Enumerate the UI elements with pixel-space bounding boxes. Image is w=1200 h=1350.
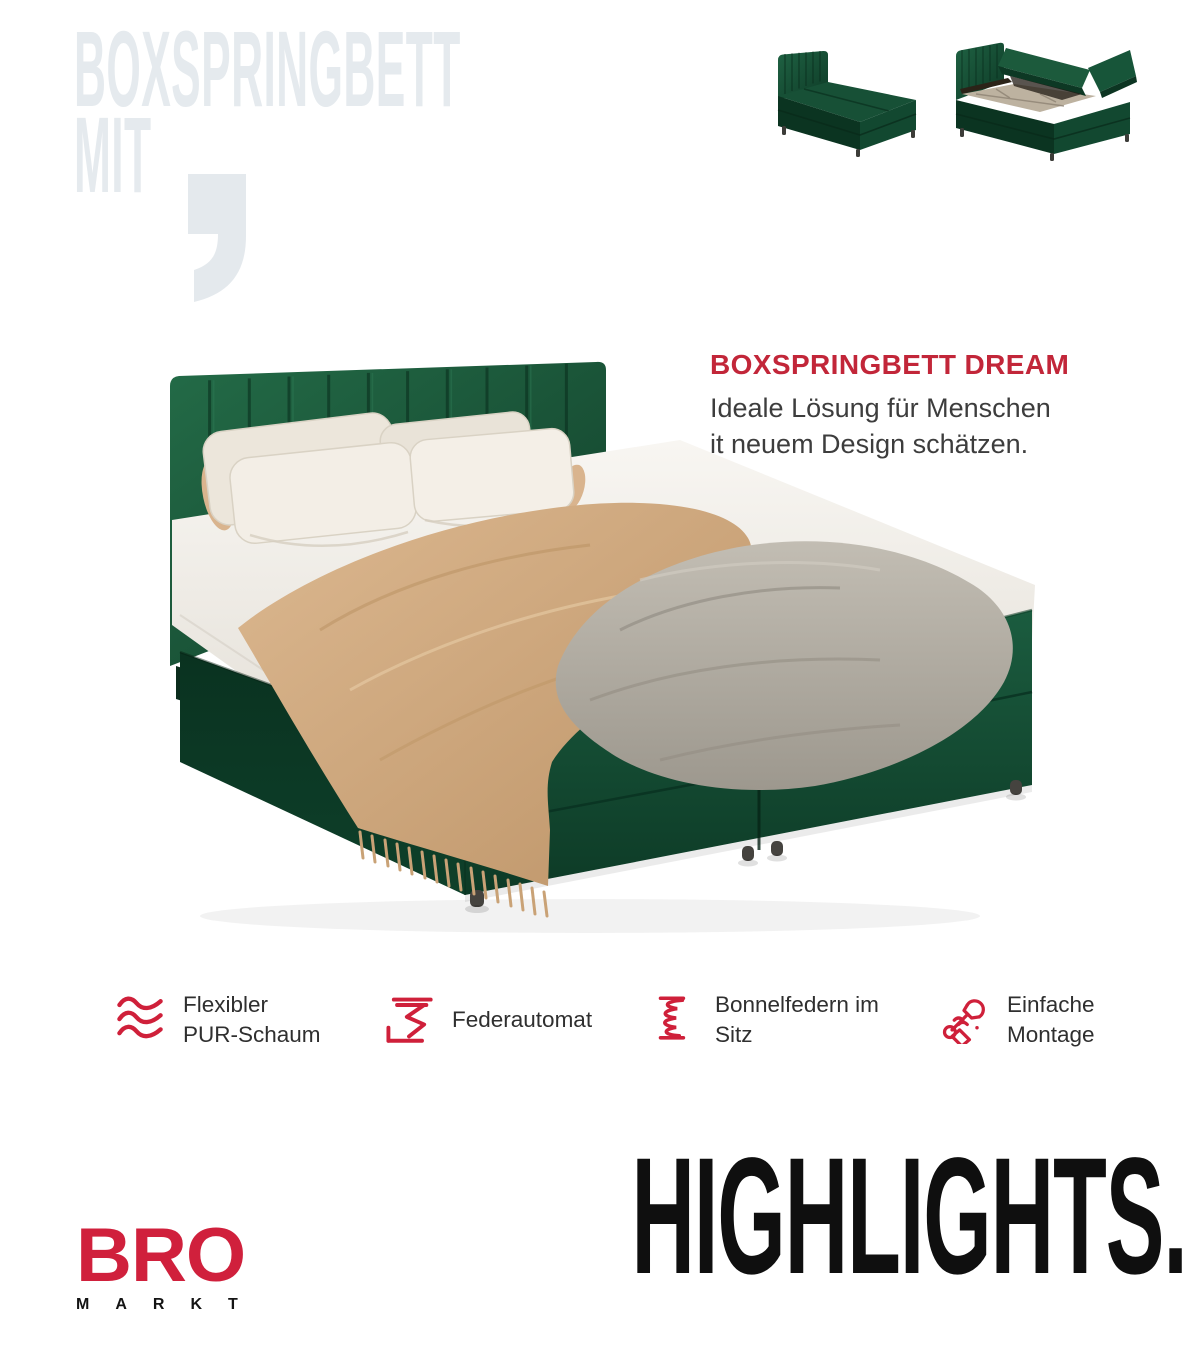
product-text-block bbox=[710, 349, 1070, 462]
feature-item-pur-foam bbox=[114, 986, 321, 1054]
watermark-title bbox=[74, 8, 461, 216]
hand-wrench-icon bbox=[938, 992, 990, 1049]
feature-label: Bonnelfedern im Sitz bbox=[715, 992, 879, 1047]
thumbnail-bed-open bbox=[944, 34, 1140, 162]
feature-item-federautomat bbox=[383, 986, 592, 1054]
brand-logo bbox=[76, 1213, 266, 1314]
product-title: BOXSPRINGBETT DREAM bbox=[710, 349, 1070, 380]
feature-item-bonnelfedern bbox=[648, 986, 879, 1054]
feature-label: Flexibler PUR-Schaum bbox=[183, 992, 321, 1047]
thumbnail-bed-closed bbox=[764, 44, 936, 162]
brand-logo-name: BRO bbox=[76, 1213, 246, 1298]
watermark-line2: MIT bbox=[74, 94, 152, 216]
feature-label: Einfache Montage bbox=[1007, 992, 1095, 1047]
product-description: Ideale Lösung für Menschen it neuem Design schätzen. bbox=[710, 393, 1051, 459]
brand-logo-sub: MARKT bbox=[76, 1296, 264, 1314]
quote-comma-decoration bbox=[186, 172, 248, 304]
feature-item-montage bbox=[938, 986, 1095, 1054]
watermark-line1: BOXSPRINGBETT bbox=[74, 8, 461, 129]
feature-label: Federautomat bbox=[452, 1007, 593, 1033]
foam-waves-icon bbox=[114, 992, 166, 1049]
fold-mechanism-icon bbox=[383, 992, 435, 1049]
spring-coil-icon bbox=[648, 992, 698, 1049]
highlights-title: HIGHLIGHTS. bbox=[631, 1124, 1187, 1309]
